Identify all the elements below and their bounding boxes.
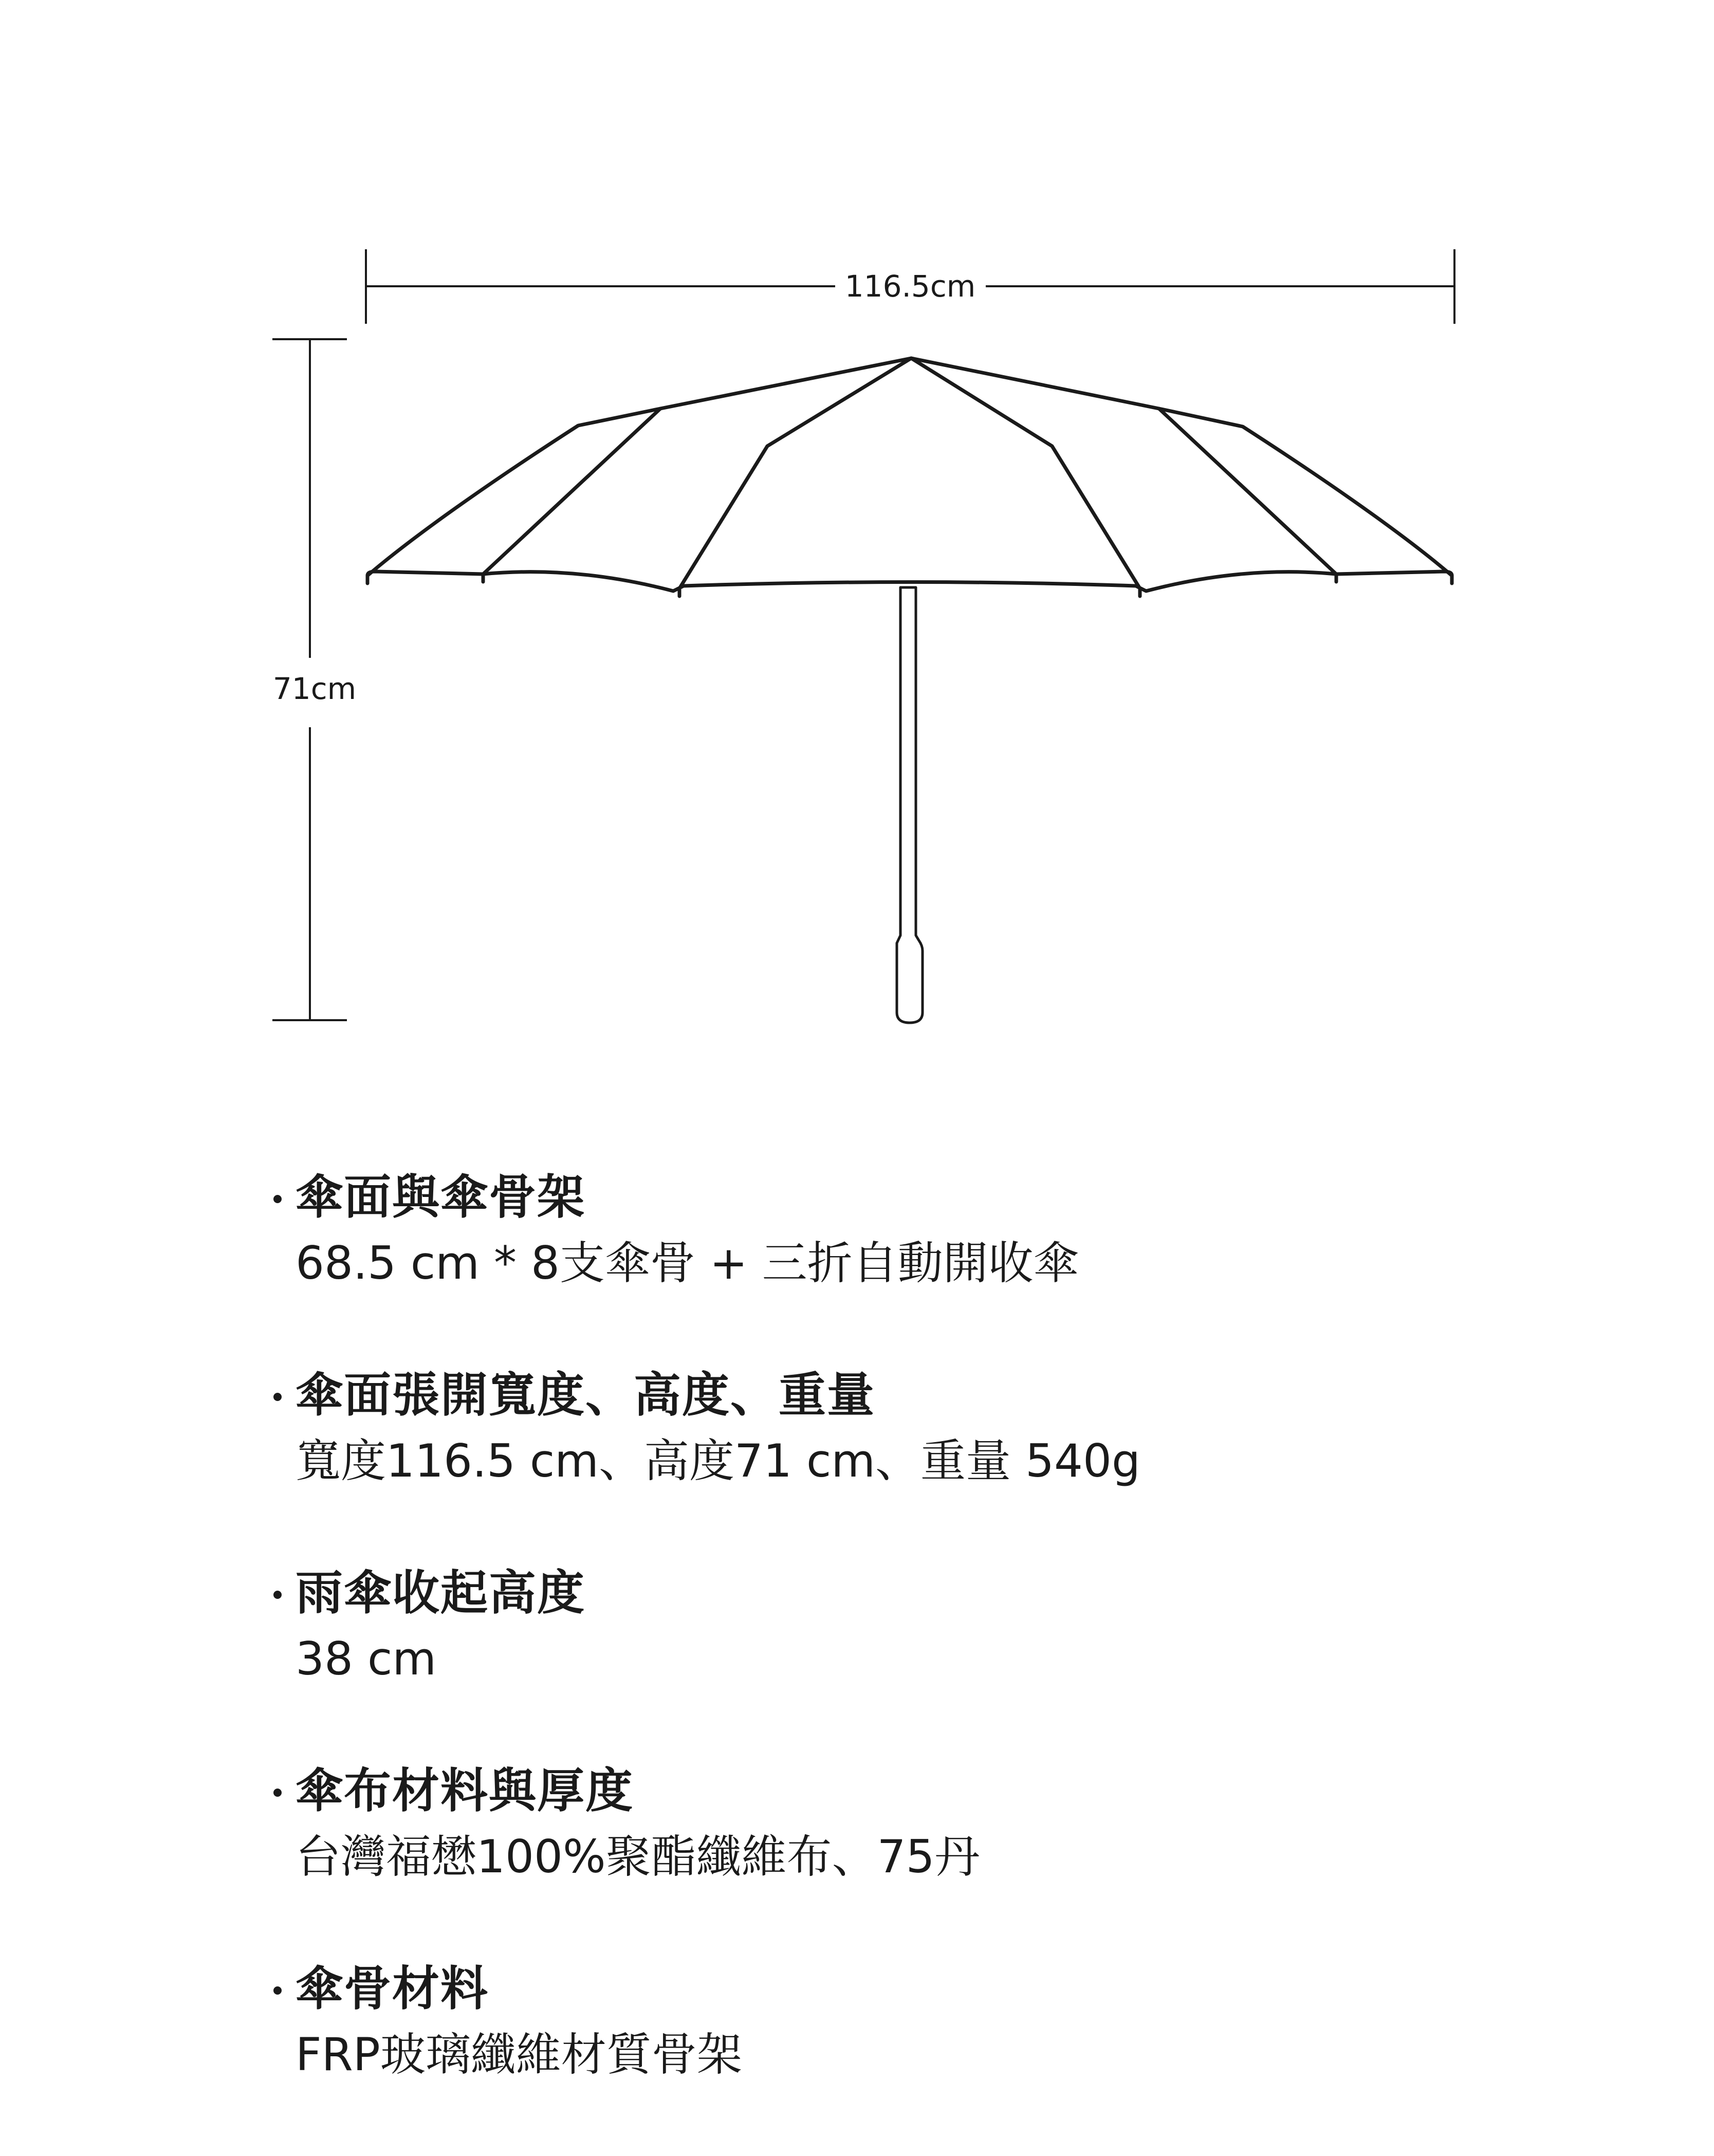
spec-item: [278, 1167, 1665, 1293]
spec-list: [278, 1167, 1665, 2156]
bullet-dot: [273, 1393, 282, 1401]
height-label: 71cm: [272, 671, 357, 706]
spec-title-text: 傘面張開寬度、高度、重量: [296, 1368, 876, 1423]
umbrella-canopy: [367, 358, 1452, 596]
spec-item: [278, 1562, 1665, 1688]
spec-value: 38 cm: [296, 1632, 437, 1685]
spec-value: 68.5 cm * 8支傘骨 + 三折自動開收傘: [296, 1237, 1079, 1289]
spec-value: FRP玻璃纖維材質骨架: [296, 2028, 742, 2081]
spec-value: 寬度116.5 cm、高度71 cm、重量 540g: [296, 1434, 1140, 1487]
spec-title: [278, 1958, 1665, 2020]
spec-item: [278, 1760, 1665, 1886]
spec-item: [278, 1365, 1665, 1490]
spec-value: 台灣福懋100%聚酯纖維布、75丹: [296, 1830, 980, 1883]
spec-title: [278, 1365, 1665, 1426]
spec-title: [278, 1167, 1665, 1228]
bullet-dot: [273, 1986, 282, 1995]
spec-item: [278, 1958, 1665, 2084]
umbrella-shaft: [897, 587, 923, 1023]
spec-title-text: 傘面與傘骨架: [296, 1170, 586, 1225]
spec-title: [278, 1562, 1665, 1624]
bullet-dot: [273, 1591, 282, 1599]
bullet-dot: [273, 1789, 282, 1797]
spec-title-text: 傘布材料與厚度: [296, 1763, 634, 1818]
spec-title-text: 雨傘收起高度: [296, 1565, 586, 1620]
spec-title: [278, 1760, 1665, 1822]
spec-title-text: 傘骨材料: [296, 1961, 489, 2016]
bullet-dot: [273, 1195, 282, 1203]
width-label: 116.5cm: [844, 269, 976, 304]
